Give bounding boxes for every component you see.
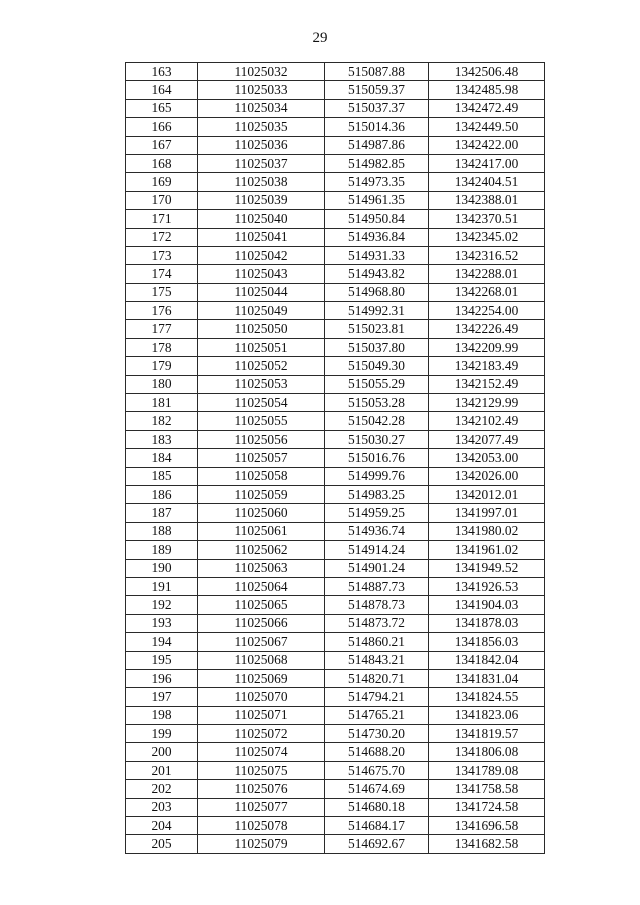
row-number-cell: 174	[126, 265, 198, 283]
x-coordinate-cell: 514873.72	[325, 614, 429, 632]
table-row	[126, 688, 545, 706]
row-number-cell: 175	[126, 283, 198, 301]
point-id-cell: 11025072	[198, 725, 325, 743]
x-coordinate-cell: 515053.28	[325, 394, 429, 412]
point-id-cell: 11025053	[198, 375, 325, 393]
x-coordinate-cell: 514901.24	[325, 559, 429, 577]
table-row	[126, 283, 545, 301]
point-id-cell: 11025041	[198, 228, 325, 246]
x-coordinate-cell: 514765.21	[325, 706, 429, 724]
point-id-cell: 11025059	[198, 485, 325, 503]
table-row	[126, 485, 545, 503]
table-row	[126, 743, 545, 761]
table-row	[126, 338, 545, 356]
y-coordinate-cell: 1341819.57	[429, 725, 545, 743]
row-number-cell: 173	[126, 246, 198, 264]
table-row	[126, 559, 545, 577]
table-row	[126, 265, 545, 283]
y-coordinate-cell: 1342485.98	[429, 81, 545, 99]
x-coordinate-cell: 514983.25	[325, 485, 429, 503]
row-number-cell: 171	[126, 210, 198, 228]
y-coordinate-cell: 1342226.49	[429, 320, 545, 338]
x-coordinate-cell: 514936.74	[325, 522, 429, 540]
y-coordinate-cell: 1342422.00	[429, 136, 545, 154]
x-coordinate-cell: 515055.29	[325, 375, 429, 393]
point-id-cell: 11025078	[198, 817, 325, 835]
point-id-cell: 11025052	[198, 357, 325, 375]
row-number-cell: 186	[126, 485, 198, 503]
y-coordinate-cell: 1341696.58	[429, 817, 545, 835]
table-row	[126, 522, 545, 540]
row-number-cell: 182	[126, 412, 198, 430]
y-coordinate-cell: 1342404.51	[429, 173, 545, 191]
y-coordinate-cell: 1341842.04	[429, 651, 545, 669]
point-id-cell: 11025051	[198, 338, 325, 356]
table-row	[126, 302, 545, 320]
point-id-cell: 11025036	[198, 136, 325, 154]
x-coordinate-cell: 514674.69	[325, 780, 429, 798]
x-coordinate-cell: 514959.25	[325, 504, 429, 522]
y-coordinate-cell: 1341823.06	[429, 706, 545, 724]
point-id-cell: 11025071	[198, 706, 325, 724]
x-coordinate-cell: 514943.82	[325, 265, 429, 283]
y-coordinate-cell: 1342152.49	[429, 375, 545, 393]
point-id-cell: 11025054	[198, 394, 325, 412]
table-row	[126, 173, 545, 191]
point-id-cell: 11025075	[198, 761, 325, 779]
point-id-cell: 11025063	[198, 559, 325, 577]
point-id-cell: 11025038	[198, 173, 325, 191]
y-coordinate-cell: 1341824.55	[429, 688, 545, 706]
row-number-cell: 185	[126, 467, 198, 485]
y-coordinate-cell: 1342316.52	[429, 246, 545, 264]
table-row	[126, 63, 545, 81]
x-coordinate-cell: 515016.76	[325, 449, 429, 467]
table-row	[126, 817, 545, 835]
x-coordinate-cell: 515037.80	[325, 338, 429, 356]
row-number-cell: 196	[126, 669, 198, 687]
table-row	[126, 467, 545, 485]
point-id-cell: 11025068	[198, 651, 325, 669]
table-row	[126, 651, 545, 669]
x-coordinate-cell: 514843.21	[325, 651, 429, 669]
row-number-cell: 184	[126, 449, 198, 467]
table-row	[126, 191, 545, 209]
point-id-cell: 11025066	[198, 614, 325, 632]
x-coordinate-cell: 514961.35	[325, 191, 429, 209]
row-number-cell: 192	[126, 596, 198, 614]
table-row	[126, 449, 545, 467]
x-coordinate-cell: 515023.81	[325, 320, 429, 338]
y-coordinate-cell: 1341806.08	[429, 743, 545, 761]
x-coordinate-cell: 515042.28	[325, 412, 429, 430]
table-row	[126, 798, 545, 816]
y-coordinate-cell: 1342345.02	[429, 228, 545, 246]
table-row	[126, 761, 545, 779]
point-id-cell: 11025070	[198, 688, 325, 706]
row-number-cell: 181	[126, 394, 198, 412]
row-number-cell: 179	[126, 357, 198, 375]
point-id-cell: 11025057	[198, 449, 325, 467]
point-id-cell: 11025040	[198, 210, 325, 228]
y-coordinate-cell: 1342472.49	[429, 99, 545, 117]
x-coordinate-cell: 514968.80	[325, 283, 429, 301]
y-coordinate-cell: 1342449.50	[429, 118, 545, 136]
point-id-cell: 11025049	[198, 302, 325, 320]
row-number-cell: 199	[126, 725, 198, 743]
table-row	[126, 596, 545, 614]
x-coordinate-cell: 514730.20	[325, 725, 429, 743]
table-row	[126, 725, 545, 743]
row-number-cell: 172	[126, 228, 198, 246]
table-row	[126, 136, 545, 154]
row-number-cell: 202	[126, 780, 198, 798]
table-row	[126, 835, 545, 853]
table-row	[126, 412, 545, 430]
point-id-cell: 11025039	[198, 191, 325, 209]
y-coordinate-cell: 1342209.99	[429, 338, 545, 356]
row-number-cell: 198	[126, 706, 198, 724]
row-number-cell: 178	[126, 338, 198, 356]
point-id-cell: 11025033	[198, 81, 325, 99]
row-number-cell: 194	[126, 633, 198, 651]
point-id-cell: 11025056	[198, 430, 325, 448]
y-coordinate-cell: 1342506.48	[429, 63, 545, 81]
x-coordinate-cell: 514931.33	[325, 246, 429, 264]
x-coordinate-cell: 514684.17	[325, 817, 429, 835]
table-row	[126, 780, 545, 798]
point-id-cell: 11025034	[198, 99, 325, 117]
table-row	[126, 210, 545, 228]
y-coordinate-cell: 1342268.01	[429, 283, 545, 301]
y-coordinate-cell: 1341789.08	[429, 761, 545, 779]
point-id-cell: 11025062	[198, 541, 325, 559]
y-coordinate-cell: 1342026.00	[429, 467, 545, 485]
y-coordinate-cell: 1341831.04	[429, 669, 545, 687]
x-coordinate-cell: 514820.71	[325, 669, 429, 687]
y-coordinate-cell: 1341724.58	[429, 798, 545, 816]
table-row	[126, 669, 545, 687]
row-number-cell: 176	[126, 302, 198, 320]
y-coordinate-cell: 1341856.03	[429, 633, 545, 651]
x-coordinate-cell: 515087.88	[325, 63, 429, 81]
y-coordinate-cell: 1342288.01	[429, 265, 545, 283]
y-coordinate-cell: 1341758.58	[429, 780, 545, 798]
point-id-cell: 11025032	[198, 63, 325, 81]
x-coordinate-cell: 515030.27	[325, 430, 429, 448]
x-coordinate-cell: 514794.21	[325, 688, 429, 706]
row-number-cell: 188	[126, 522, 198, 540]
row-number-cell: 183	[126, 430, 198, 448]
point-id-cell: 11025079	[198, 835, 325, 853]
row-number-cell: 169	[126, 173, 198, 191]
y-coordinate-cell: 1342370.51	[429, 210, 545, 228]
point-id-cell: 11025060	[198, 504, 325, 522]
x-coordinate-cell: 514692.67	[325, 835, 429, 853]
point-id-cell: 11025074	[198, 743, 325, 761]
y-coordinate-cell: 1342077.49	[429, 430, 545, 448]
point-id-cell: 11025055	[198, 412, 325, 430]
x-coordinate-cell: 514999.76	[325, 467, 429, 485]
y-coordinate-cell: 1342254.00	[429, 302, 545, 320]
point-id-cell: 11025067	[198, 633, 325, 651]
row-number-cell: 187	[126, 504, 198, 522]
point-id-cell: 11025077	[198, 798, 325, 816]
x-coordinate-cell: 514950.84	[325, 210, 429, 228]
row-number-cell: 166	[126, 118, 198, 136]
x-coordinate-cell: 514887.73	[325, 577, 429, 595]
x-coordinate-cell: 514987.86	[325, 136, 429, 154]
y-coordinate-cell: 1342129.99	[429, 394, 545, 412]
table-row	[126, 99, 545, 117]
row-number-cell: 180	[126, 375, 198, 393]
table-row	[126, 394, 545, 412]
table-body	[126, 63, 545, 854]
x-coordinate-cell: 514675.70	[325, 761, 429, 779]
point-id-cell: 11025050	[198, 320, 325, 338]
point-id-cell: 11025058	[198, 467, 325, 485]
y-coordinate-cell: 1341980.02	[429, 522, 545, 540]
x-coordinate-cell: 515049.30	[325, 357, 429, 375]
y-coordinate-cell: 1342012.01	[429, 485, 545, 503]
row-number-cell: 168	[126, 154, 198, 172]
point-id-cell: 11025061	[198, 522, 325, 540]
table-row	[126, 706, 545, 724]
coordinates-table	[125, 62, 545, 854]
y-coordinate-cell: 1341878.03	[429, 614, 545, 632]
point-id-cell: 11025069	[198, 669, 325, 687]
row-number-cell: 170	[126, 191, 198, 209]
table-row	[126, 118, 545, 136]
y-coordinate-cell: 1342388.01	[429, 191, 545, 209]
x-coordinate-cell: 514982.85	[325, 154, 429, 172]
row-number-cell: 193	[126, 614, 198, 632]
table-row	[126, 357, 545, 375]
x-coordinate-cell: 515037.37	[325, 99, 429, 117]
x-coordinate-cell: 515014.36	[325, 118, 429, 136]
x-coordinate-cell: 514688.20	[325, 743, 429, 761]
x-coordinate-cell: 514973.35	[325, 173, 429, 191]
table-row	[126, 320, 545, 338]
point-id-cell: 11025043	[198, 265, 325, 283]
y-coordinate-cell: 1342183.49	[429, 357, 545, 375]
x-coordinate-cell: 514878.73	[325, 596, 429, 614]
table-row	[126, 504, 545, 522]
point-id-cell: 11025076	[198, 780, 325, 798]
table-row	[126, 614, 545, 632]
y-coordinate-cell: 1341961.02	[429, 541, 545, 559]
row-number-cell: 200	[126, 743, 198, 761]
table-row	[126, 375, 545, 393]
y-coordinate-cell: 1341904.03	[429, 596, 545, 614]
row-number-cell: 203	[126, 798, 198, 816]
row-number-cell: 190	[126, 559, 198, 577]
row-number-cell: 201	[126, 761, 198, 779]
row-number-cell: 164	[126, 81, 198, 99]
y-coordinate-cell: 1341682.58	[429, 835, 545, 853]
point-id-cell: 11025065	[198, 596, 325, 614]
table-row	[126, 577, 545, 595]
y-coordinate-cell: 1341926.53	[429, 577, 545, 595]
row-number-cell: 167	[126, 136, 198, 154]
x-coordinate-cell: 514992.31	[325, 302, 429, 320]
table-row	[126, 246, 545, 264]
y-coordinate-cell: 1342417.00	[429, 154, 545, 172]
page-number: 29	[312, 30, 328, 46]
point-id-cell: 11025064	[198, 577, 325, 595]
row-number-cell: 163	[126, 63, 198, 81]
table-row	[126, 154, 545, 172]
y-coordinate-cell: 1342102.49	[429, 412, 545, 430]
point-id-cell: 11025042	[198, 246, 325, 264]
row-number-cell: 165	[126, 99, 198, 117]
table-row	[126, 541, 545, 559]
table-row	[126, 228, 545, 246]
table-row	[126, 81, 545, 99]
y-coordinate-cell: 1342053.00	[429, 449, 545, 467]
table-row	[126, 633, 545, 651]
row-number-cell: 189	[126, 541, 198, 559]
y-coordinate-cell: 1341949.52	[429, 559, 545, 577]
x-coordinate-cell: 514680.18	[325, 798, 429, 816]
row-number-cell: 195	[126, 651, 198, 669]
x-coordinate-cell: 514860.21	[325, 633, 429, 651]
row-number-cell: 177	[126, 320, 198, 338]
row-number-cell: 197	[126, 688, 198, 706]
row-number-cell: 204	[126, 817, 198, 835]
row-number-cell: 205	[126, 835, 198, 853]
x-coordinate-cell: 515059.37	[325, 81, 429, 99]
x-coordinate-cell: 514914.24	[325, 541, 429, 559]
point-id-cell: 11025044	[198, 283, 325, 301]
point-id-cell: 11025037	[198, 154, 325, 172]
x-coordinate-cell: 514936.84	[325, 228, 429, 246]
table-row	[126, 430, 545, 448]
point-id-cell: 11025035	[198, 118, 325, 136]
row-number-cell: 191	[126, 577, 198, 595]
y-coordinate-cell: 1341997.01	[429, 504, 545, 522]
